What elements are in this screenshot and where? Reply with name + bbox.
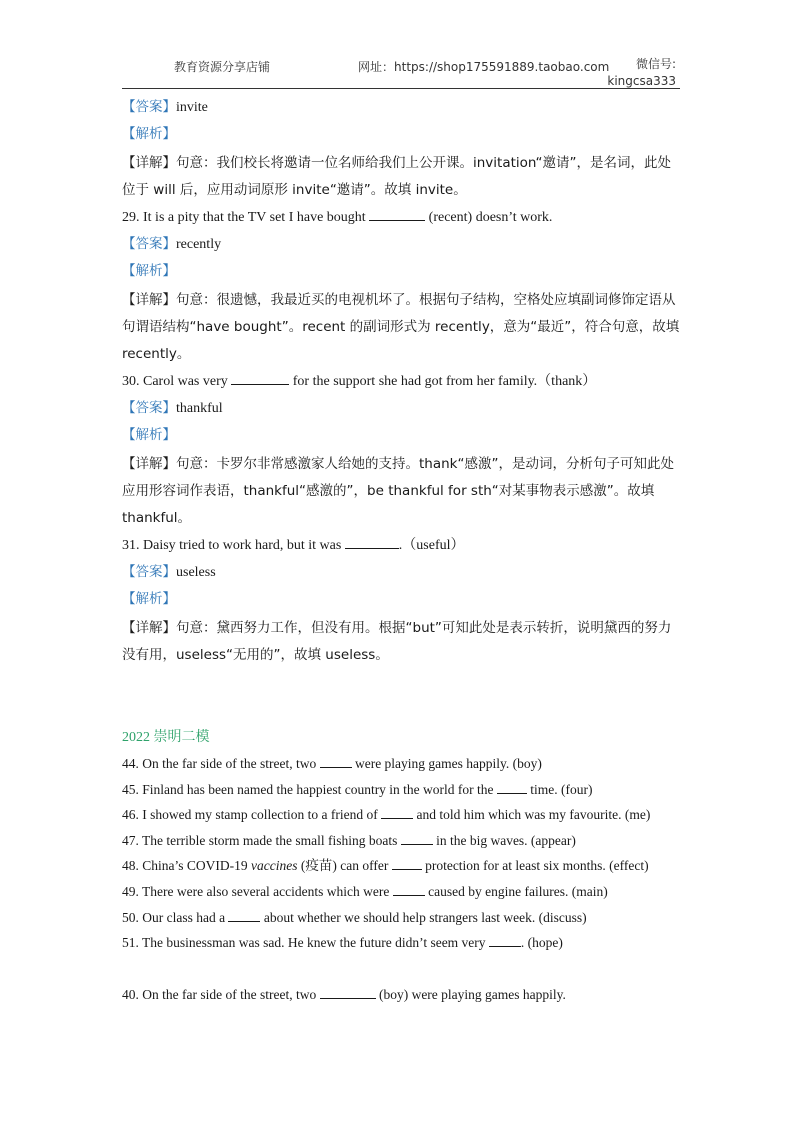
answer-line: 【答案】recently [122, 236, 222, 252]
question-44: 44. On the far side of the street, two were playing games happily. (boy) [122, 756, 542, 771]
answer-line: 【答案】invite [122, 99, 208, 115]
section-title: 2022 崇明二模 [122, 730, 210, 745]
wechat-info [607, 56, 676, 90]
question-45: 45. Finland has been named the happiest country in the world for the time. (four) [122, 781, 593, 797]
detail-paragraph: 【详解】句意：我们校长将邀请一位名师给我们上公开课。invitation“邀请”，是名词，此处位于 will 后，应用动词原形 invite“邀请”。故填 invite。 [122, 155, 671, 198]
answer-line: 【答案】useless [122, 564, 216, 580]
question-30: 30. Carol was very for the support she had got from her family.（thank） [122, 374, 597, 389]
question-29: 29. It is a pity that the TV set I have bought (recent) doesn’t work. [122, 210, 553, 225]
question-31: 31. Daisy tried to work hard, but it was .（useful） [122, 538, 465, 553]
answer-blank [345, 536, 399, 549]
answer-line: 【答案】thankful [122, 400, 223, 416]
question-47: 47. The terrible storm made the small fishing boats in the big waves. (appear) [122, 832, 576, 848]
answer-blank [231, 372, 289, 385]
analysis-label: 【解析】 [122, 126, 176, 142]
answer-blank [369, 208, 425, 221]
shop-name: 教育资源分享店铺 [174, 60, 271, 74]
question-48: 48. China’s COVID-19 vaccines (疫苗) can offer protection for at least six months. (effect) [122, 858, 649, 874]
question-51: 51. The businessman was sad. He knew the future didn’t seem very . (hope) [122, 935, 563, 951]
shop-url: 网址：https://shop175591889.taobao.com [358, 60, 610, 74]
question-50: 50. Our class had a about whether we should help strangers last week. (discuss) [122, 909, 587, 925]
page-header [122, 52, 680, 89]
wechat-id: kingcsa333 [607, 74, 676, 88]
document-body [122, 94, 682, 1007]
detail-paragraph: 【详解】句意：黛西努力工作，但没有用。根据“but”可知此处是表示转折，说明黛西的努力没有用，useless“无用的”，故填 useless。 [122, 620, 672, 663]
detail-paragraph: 【详解】句意：很遗憾，我最近买的电视机坏了。根据句子结构，空格处应填副词修饰定语从句谓语结构“have bought”。recent 的副词形式为 recently，意为“最近”，符合句意，故填 recently。 [122, 292, 680, 362]
analysis-label: 【解析】 [122, 427, 176, 443]
question-49: 49. There were also several accidents which were caused by engine failures. (main) [122, 883, 608, 899]
question-40: 40. On the far side of the street, two (boy) were playing games happily. [122, 986, 566, 1002]
analysis-label: 【解析】 [122, 591, 176, 607]
wechat-label: 微信号: [635, 57, 676, 71]
question-46: 46. I showed my stamp collection to a friend of and told him which was my favourite. (me) [122, 807, 651, 823]
detail-paragraph: 【详解】句意：卡罗尔非常感激家人给她的支持。thank“感激”，是动词，分析句子可知此处应用形容词作表语，thankful“感激的”，be thankful for sth“对某事物表示感激”。故填 thankful。 [122, 456, 674, 526]
analysis-label: 【解析】 [122, 263, 176, 279]
